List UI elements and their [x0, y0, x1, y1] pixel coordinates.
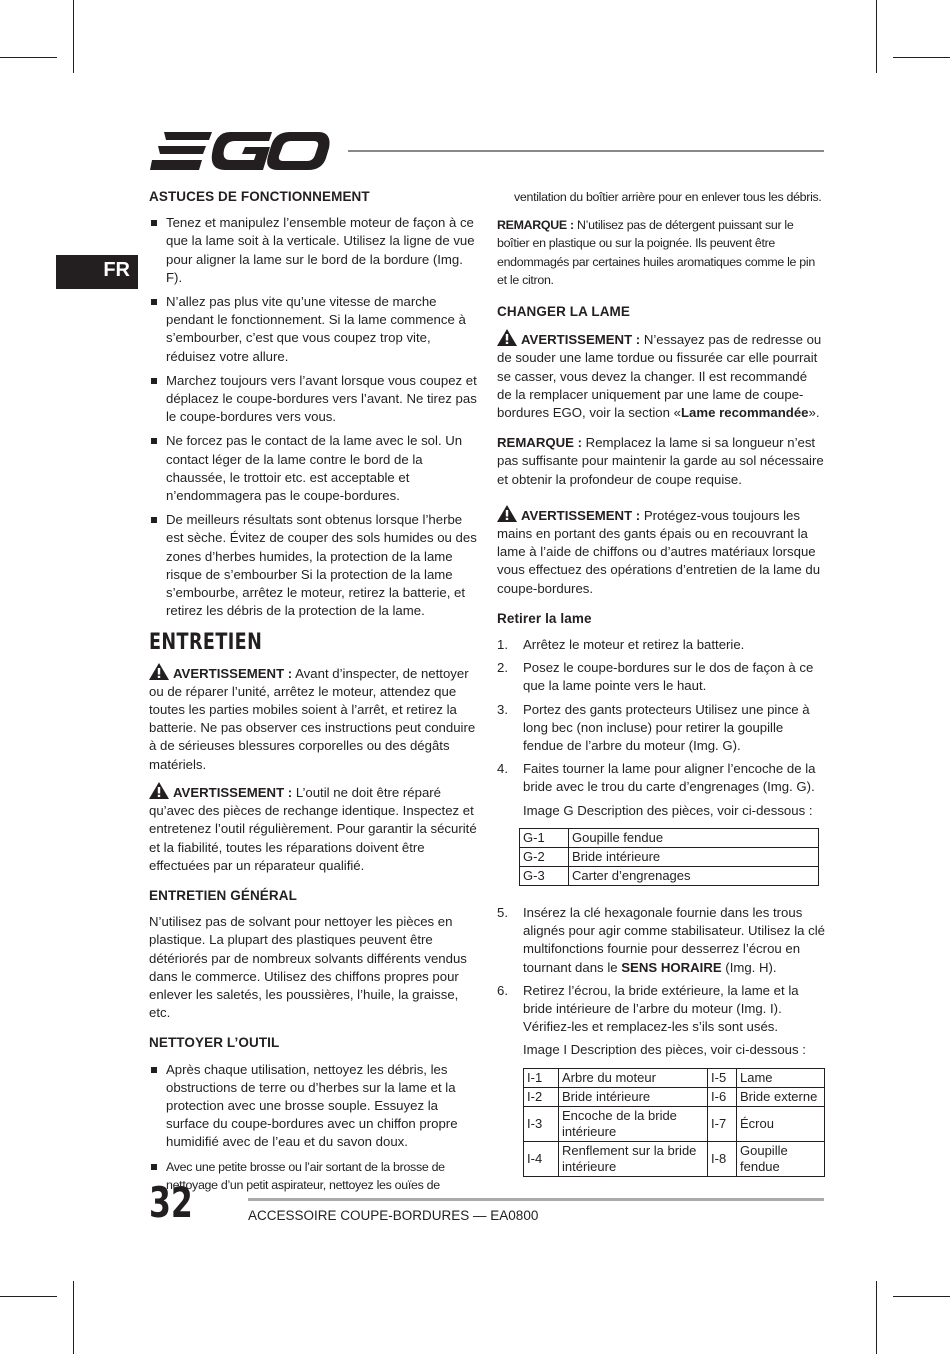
table-cell: I-2: [524, 1087, 559, 1106]
step-number: 3.: [497, 701, 508, 717]
table-cell: Goupille fendue: [737, 1141, 825, 1176]
page-number: 32: [149, 1178, 193, 1227]
list-item: Ne forcez pas le contact de la lame avec le sol. Un contact léger de la lame contre le bord de la chaussée, le trottoir etc. est acceptable et n’endommagera pas le coupe-bordures.: [149, 432, 479, 505]
general-maintenance-title: ENTRETIEN GÉNÉRAL: [149, 887, 297, 903]
step-number: 1.: [497, 637, 508, 653]
footer-title: ACCESSOIRE COUPE-BORDURES — EA0800: [248, 1208, 539, 1223]
table-cell: I-5: [708, 1068, 737, 1087]
crop-mark: [876, 0, 877, 73]
list-item: Tenez et manipulez l’ensemble moteur de façon à ce que la lame soit à la verticale. Utilisez la ligne de vue pour aligner la lame sur le bord de la bordure (Img. F).: [149, 214, 479, 287]
change-blade-title: CHANGER LA LAME: [497, 304, 630, 320]
continued-text: ventilation du boîtier arrière pour en enlever tous les débris.: [514, 190, 822, 204]
image-i-caption: Image I Description des pièces, voir ci-dessous :: [523, 1042, 806, 1058]
steps-list: [497, 636, 825, 797]
warning-text: N’essayez pas de redresse ou de souder une lame tordue ou fissurée car elle pourrait se casser, vous devez la changer. Il est recommandé de la remplacer uniquement par une lame de coupe-bordures EGO, voir la section «: [497, 332, 822, 421]
table-cell: I-7: [708, 1106, 737, 1141]
crop-mark: [893, 57, 950, 58]
step-number: 2.: [497, 660, 508, 676]
tips-list: [149, 214, 479, 620]
table-cell: I-1: [524, 1068, 559, 1087]
warning-label: AVERTISSEMENT :: [173, 784, 293, 800]
note-paragraph: [497, 216, 825, 289]
warning-icon: [497, 505, 517, 522]
table-cell: Écrou: [737, 1106, 825, 1141]
right-column: [497, 188, 825, 1177]
step-item: [497, 760, 825, 796]
recommended-blade-ref: Lame recommandée: [680, 405, 809, 421]
list-item: Après chaque utilisation, nettoyez les débris, les obstructions de terre ou d’herbes sur la lame et la protection avec une brosse souple. Essuyez la surface du coupe-bordures avec un chiffon propre humidifié avec de l’eau et du savon doux.: [149, 1061, 479, 1152]
note-paragraph: [497, 434, 825, 489]
table-cell: I-3: [524, 1106, 559, 1141]
warning-icon: [149, 782, 169, 799]
step-text: Arrêtez le moteur et retirez la batterie.: [523, 637, 745, 653]
table-row: [524, 1106, 825, 1141]
warning-paragraph: [149, 663, 479, 774]
table-cell: G-1: [520, 828, 569, 847]
note-text: Remplacez la lame si sa longueur n’est pas suffisante pour maintenir la garde au sol nécessaire et obtenir la profondeur de coupe requise.: [497, 435, 824, 487]
table-cell: Lame: [737, 1068, 825, 1087]
warning-label: AVERTISSEMENT :: [521, 332, 641, 348]
step-text: Retirez l’écrou, la bride extérieure, la lame et la bride intérieure de l’arbre du moteur (Img. I). Vérifiez-les et remplacez-les s’ils sont usés.: [523, 982, 799, 1035]
step-text: Insérez la clé hexagonale fournie dans les trous alignés pour agir comme stabilisateur. Utilisez la clé multifonctions fournie pour desserrez l’écrou en tournant dans le: [523, 904, 825, 975]
warning-text: L’outil ne doit être réparé qu’avec des pièces de rechange identique. Inspectez et entretenez l’outil régulièrement. Pour garantir la sécurité et la fiabilité, toutes les réparations doivent être effectuées par un réparateur qualifié.: [149, 784, 477, 873]
table-cell: Goupille fendue: [569, 828, 819, 847]
step-item: [497, 982, 825, 1037]
table-row: [524, 1087, 825, 1106]
table-cell: Bride externe: [737, 1087, 825, 1106]
crop-mark: [893, 1296, 950, 1297]
step-number: 6.: [497, 982, 508, 998]
clockwise-label: SENS HORAIRE: [621, 959, 722, 975]
step-text: Portez des gants protecteurs Utilisez une pince à long bec (non incluse) pour retirer la goupille fendue de l’arbre du moteur (Img. G).: [523, 701, 810, 754]
maintenance-title: ENTRETIEN: [149, 630, 263, 656]
clean-tool-title: NETTOYER L’OUTIL: [149, 1035, 280, 1051]
note-label: REMARQUE :: [497, 218, 574, 233]
table-row: [524, 1068, 825, 1087]
list-item: Avec une petite brosse ou l’air sortant de la brosse de nettoyage d’un petit aspirateur, nettoyez les ouïes de: [149, 1158, 479, 1194]
note-label: REMARQUE :: [497, 435, 582, 451]
step-text: Posez le coupe-bordures sur le dos de façon à ce que la lame pointe vers le haut.: [523, 660, 814, 694]
step-item: [497, 636, 825, 654]
crop-mark: [73, 1281, 74, 1354]
step-item: [497, 904, 825, 977]
parts-table-i: [523, 1068, 825, 1177]
header-rule: [348, 150, 824, 152]
warning-label: AVERTISSEMENT :: [521, 507, 641, 523]
table-cell: I-6: [708, 1087, 737, 1106]
crop-mark: [73, 0, 74, 73]
table-cell: Bride intérieure: [559, 1087, 708, 1106]
table-row: [524, 1141, 825, 1176]
table-cell: G-2: [520, 847, 569, 866]
warning-text: Protégez-vous toujours les mains en portant des gants épais ou en recouvrant la lame à l’aide de chiffons ou d’autres matériaux lorsque vous effectuez des opérations d’entretien de la lame du coupe-bordures.: [497, 507, 821, 596]
warning-text-end: ».: [808, 405, 820, 421]
list-item: Marchez toujours vers l’avant lorsque vous coupez et déplacez le coupe-bordures vers l’avant. Ne tirez pas le coupe-bordures vers vous.: [149, 372, 479, 427]
image-g-caption: Image G Description des pièces, voir ci-dessous :: [523, 802, 813, 818]
language-tab: [56, 255, 138, 289]
table-cell: Carter d’engrenages: [569, 866, 819, 885]
warning-label: AVERTISSEMENT :: [173, 665, 293, 681]
clean-list: [149, 1061, 479, 1194]
table-cell: Bride intérieure: [569, 847, 819, 866]
table-cell: I-4: [524, 1141, 559, 1176]
parts-table-g: [519, 828, 819, 886]
language-tab-label: FR: [103, 259, 130, 281]
ego-logo: [150, 130, 330, 172]
table-row: [520, 828, 819, 847]
remove-blade-title: Retirer la lame: [497, 610, 592, 626]
list-item: De meilleurs résultats sont obtenus lorsque l’herbe est sèche. Évitez de couper des sols humides ou des zones d’herbes humides, la protection de la lame risque de s’embourber Si la protection de la lame s’embourbe, arrêtez le moteur, retirez la batterie, et retirez les débris de la protection de la lame.: [149, 511, 479, 620]
table-cell: Renflement sur la bride intérieure: [559, 1141, 708, 1176]
warning-icon: [497, 329, 517, 346]
table-cell: Encoche de la bride intérieure: [559, 1106, 708, 1141]
crop-mark: [0, 57, 57, 58]
steps-list: [497, 904, 825, 1036]
table-row: [520, 866, 819, 885]
step-number: 5.: [497, 904, 508, 920]
note-text: N’utilisez pas de détergent puissant sur le boîtier en plastique ou sur la poignée. Ils peuvent être endommagés par certaines huiles aromatiques comme le pin et le citron.: [497, 218, 815, 287]
warning-paragraph: [149, 782, 479, 875]
warning-icon: [149, 663, 169, 680]
crop-mark: [876, 1281, 877, 1354]
step-item: [497, 701, 825, 756]
step-text-end: (Img. H).: [721, 959, 777, 975]
warning-paragraph: [497, 505, 825, 598]
general-maintenance-text: N’utilisez pas de solvant pour nettoyer les pièces en plastique. La plupart des plastiques peuvent être détériorés par de nombreux solvants différents vendus dans le commerce. Utilisez des chiffons propres pour enlever les saletés, les poussières, l’huile, la graisse, etc.: [149, 914, 467, 1021]
table-cell: I-8: [708, 1141, 737, 1176]
tips-title: ASTUCES DE FONCTIONNEMENT: [149, 189, 370, 204]
warning-text: Avant d’inspecter, de nettoyer ou de réparer l’unité, arrêtez le moteur, attendez que toutes les parties mobiles soient à l’arrêt, et retirez la batterie. Ne pas observer ces instructions peut conduire à de sérieuses blessures corporelles ou des dégâts matériels.: [149, 665, 476, 772]
step-text: Faites tourner la lame pour aligner l’encoche de la bride avec le trou du carte d’engrenages (Img. G).: [523, 761, 816, 795]
step-item: [497, 659, 825, 695]
table-cell: G-3: [520, 866, 569, 885]
footer-rule: [248, 1198, 824, 1201]
step-number: 4.: [497, 761, 508, 777]
table-cell: Arbre du moteur: [559, 1068, 708, 1087]
warning-paragraph: [497, 329, 825, 422]
crop-mark: [0, 1296, 57, 1297]
table-row: [520, 847, 819, 866]
list-item: N’allez pas plus vite qu’une vitesse de marche pendant le fonctionnement. Si la lame commence à s’embourber, c’est que vous coupez trop vite, réduisez votre allure.: [149, 293, 479, 366]
left-column: [149, 188, 479, 1200]
